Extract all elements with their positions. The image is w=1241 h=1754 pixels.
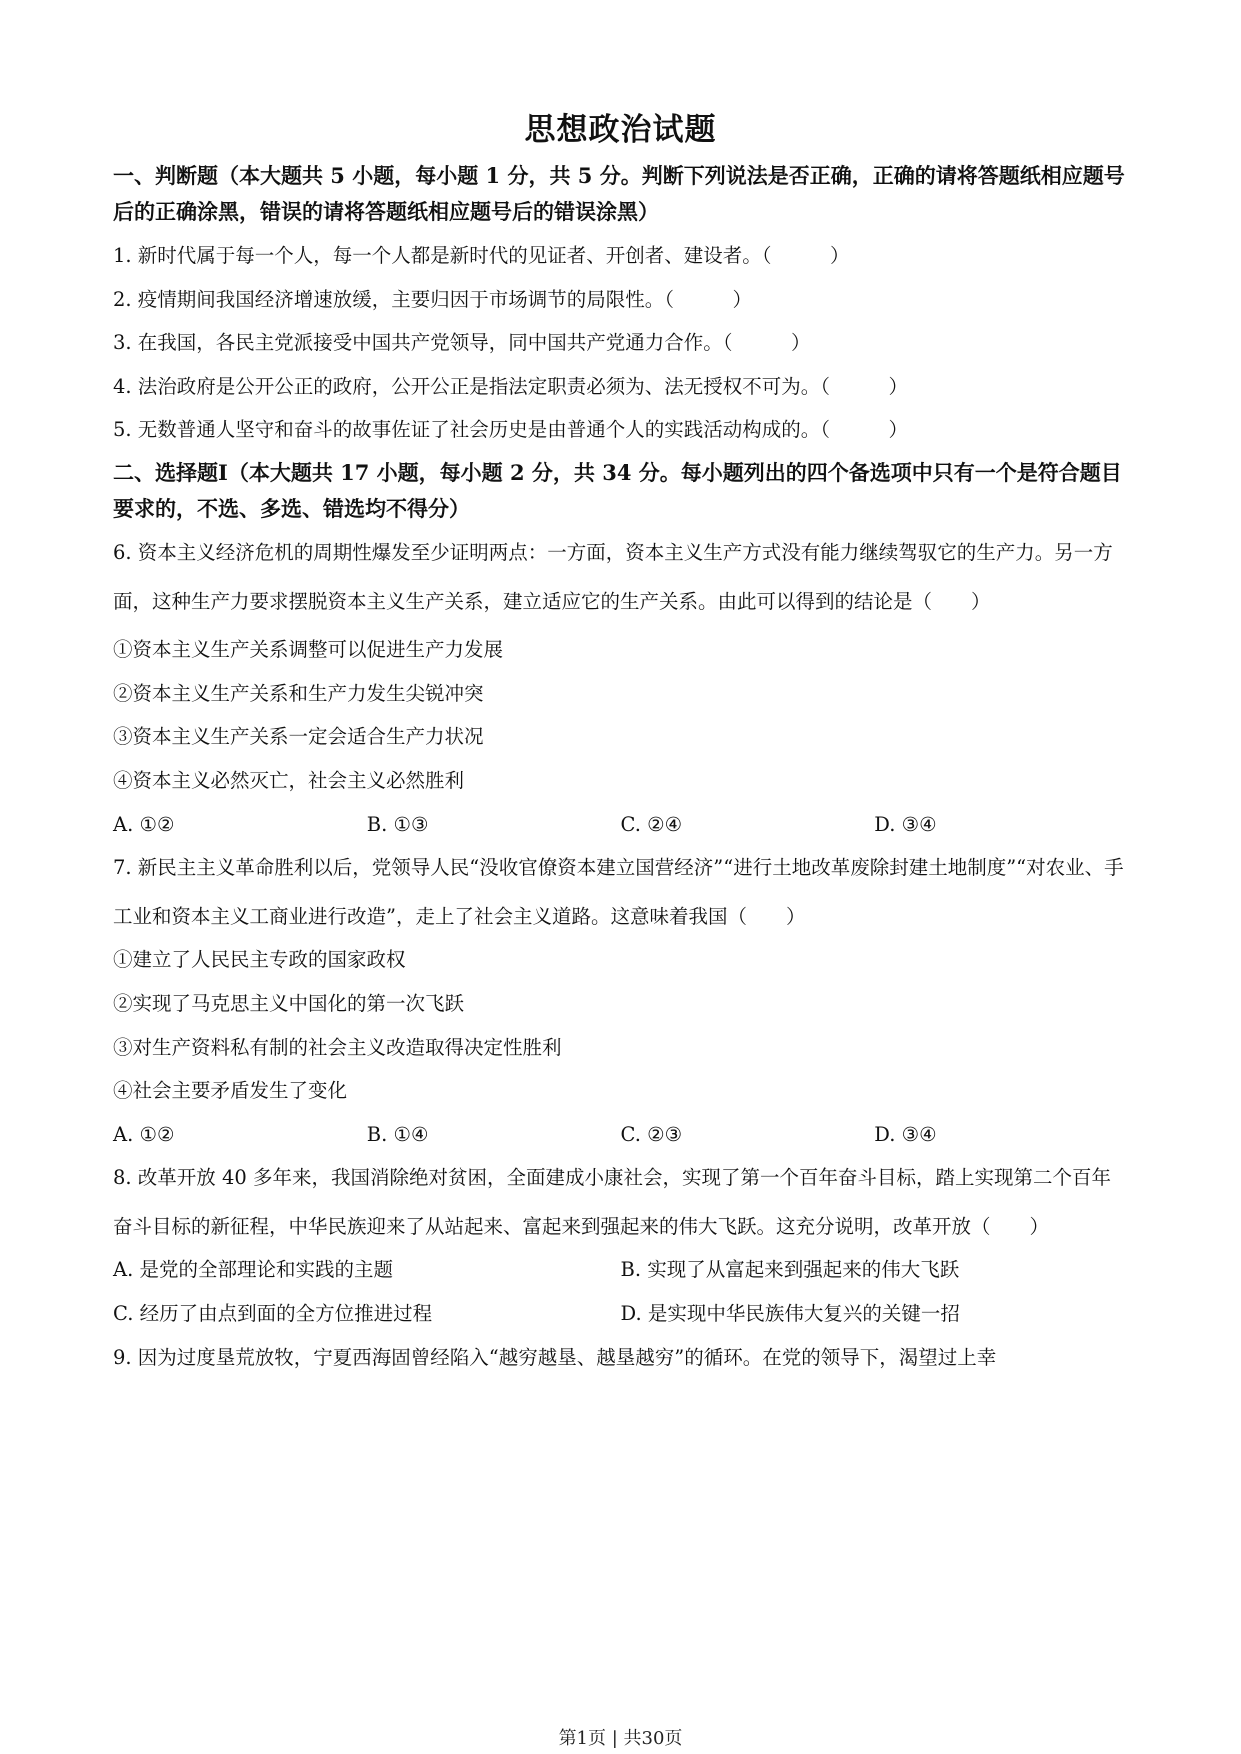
judge-item-1: 1. 新时代属于每一个人，每一个人都是新时代的见证者、开创者、建设者。（ ） [113, 244, 850, 267]
section1-items [113, 232, 1128, 455]
q7-option-b: B. ①④ [366, 1122, 429, 1146]
q6-statement-3: ③资本主义生产关系一定会适合生产力状况 [113, 725, 484, 749]
q8-options-row1 [113, 1246, 1128, 1295]
q6-option-d: D. ③④ [874, 812, 937, 836]
q7-statement-4: ④社会主要矛盾发生了变化 [113, 1079, 348, 1103]
judge-item-3: 3. 在我国，各民主党派接受中国共产党领导，同中国共产党通力合作。（ ） [113, 331, 811, 355]
section1-header: 一、判断题（本大题共 5 小题，每小题 1 分，共 5 分。判断下列说法是否正确，正确的请将答题纸相应题号后的正确涂黑，错误的请将答题纸相应题号后的错误涂黑） [113, 163, 1125, 224]
page-title: 思想政治试题 [524, 112, 717, 148]
q7-option-c: C. ②③ [620, 1122, 683, 1146]
q6-option-c: C. ②④ [620, 812, 683, 836]
q6-options [113, 801, 1128, 850]
q6-stem: 6. 资本主义经济危机的周期性爆发至少证明两点：一方面，资本主义生产方式没有能力继续驾驭它的生产力。另一方面，这种生产力要求摆脱资本主义生产关系，建立适应它的生产关系。由此可以得到的结论是（ ） [113, 540, 1113, 613]
q6-statement-2: ②资本主义生产关系和生产力发生尖锐冲突 [113, 681, 484, 705]
q6-statement-1: ①资本主义生产关系调整可以促进生产力发展 [113, 638, 504, 662]
q7-statement-1: ①建立了人民民主专政的国家政权 [113, 948, 406, 972]
q7-options [113, 1111, 1128, 1160]
q7-statement-2: ②实现了马克思主义中国化的第一次飞跃 [113, 991, 465, 1015]
q8-stem: 8. 改革开放 40 多年来，我国消除绝对贫困，全面建成小康社会，实现了第一个百年奋斗目标，踏上实现第二个百年奋斗目标的新征程，中华民族迎来了从站起来、富起来到强起来的伟大飞跃。这充分说明，改革开放（ ） [113, 1166, 1112, 1238]
question-9 [113, 1334, 1128, 1383]
q8-options-row2 [113, 1290, 1128, 1339]
q8-option-a: A. 是党的全部理论和实践的主题 [113, 1258, 393, 1282]
q7-option-a: A. ①② [113, 1122, 175, 1146]
section2-header: 二、选择题Ⅰ（本大题共 17 小题，每小题 2 分，共 34 分。每小题列出的四个备选项中只有一个是符合题目要求的，不选、多选、错选均不得分） [113, 459, 1122, 521]
judge-item-5: 5. 无数普通人坚守和奋斗的故事佐证了社会历史是由普通个人的实践活动构成的。（ ） [113, 418, 909, 442]
q7-stem: 7. 新民主主义革命胜利以后，党领导人民“没收官僚资本建立国营经济”“进行土地改革废除封建土地制度”“对农业、手工业和资本主义工商业进行改造”，走上了社会主义道路。这意味着我国（ ） [113, 856, 1124, 928]
question-6 [113, 529, 1128, 849]
q7-statement-3: ③对生产资料私有制的社会主义改造取得决定性胜利 [113, 1035, 562, 1059]
question-7 [113, 844, 1128, 1159]
q8-option-d: D. 是实现中华民族伟大复兴的关键一招 [620, 1302, 960, 1326]
question-8 [113, 1154, 1128, 1338]
q8-option-b: B. 实现了从富起来到强起来的伟大飞跃 [620, 1258, 960, 1282]
q6-option-a: A. ①② [113, 812, 175, 836]
q8-option-c: C. 经历了由点到面的全方位推进过程 [113, 1302, 433, 1326]
page-footer: 第1页 | 共30页 [558, 1728, 683, 1749]
q7-option-d: D. ③④ [874, 1122, 937, 1146]
judge-item-4: 4. 法治政府是公开公正的政府，公开公正是指法定职责必须为、法无授权不可为。（ ） [113, 374, 909, 398]
q6-option-b: B. ①③ [366, 812, 429, 836]
exam-content [113, 158, 1128, 1382]
judge-item-2: 2. 疫情期间我国经济增速放缓，主要归因于市场调节的局限性。（ ） [113, 287, 753, 311]
q6-statement-4: ④资本主义必然灭亡，社会主义必然胜利 [113, 768, 465, 792]
q9-stem: 9. 因为过度垦荒放牧，宁夏西海固曾经陷入“越穷越垦、越垦越穷”的循环。在党的领导下，渴望过上幸 [113, 1345, 997, 1369]
